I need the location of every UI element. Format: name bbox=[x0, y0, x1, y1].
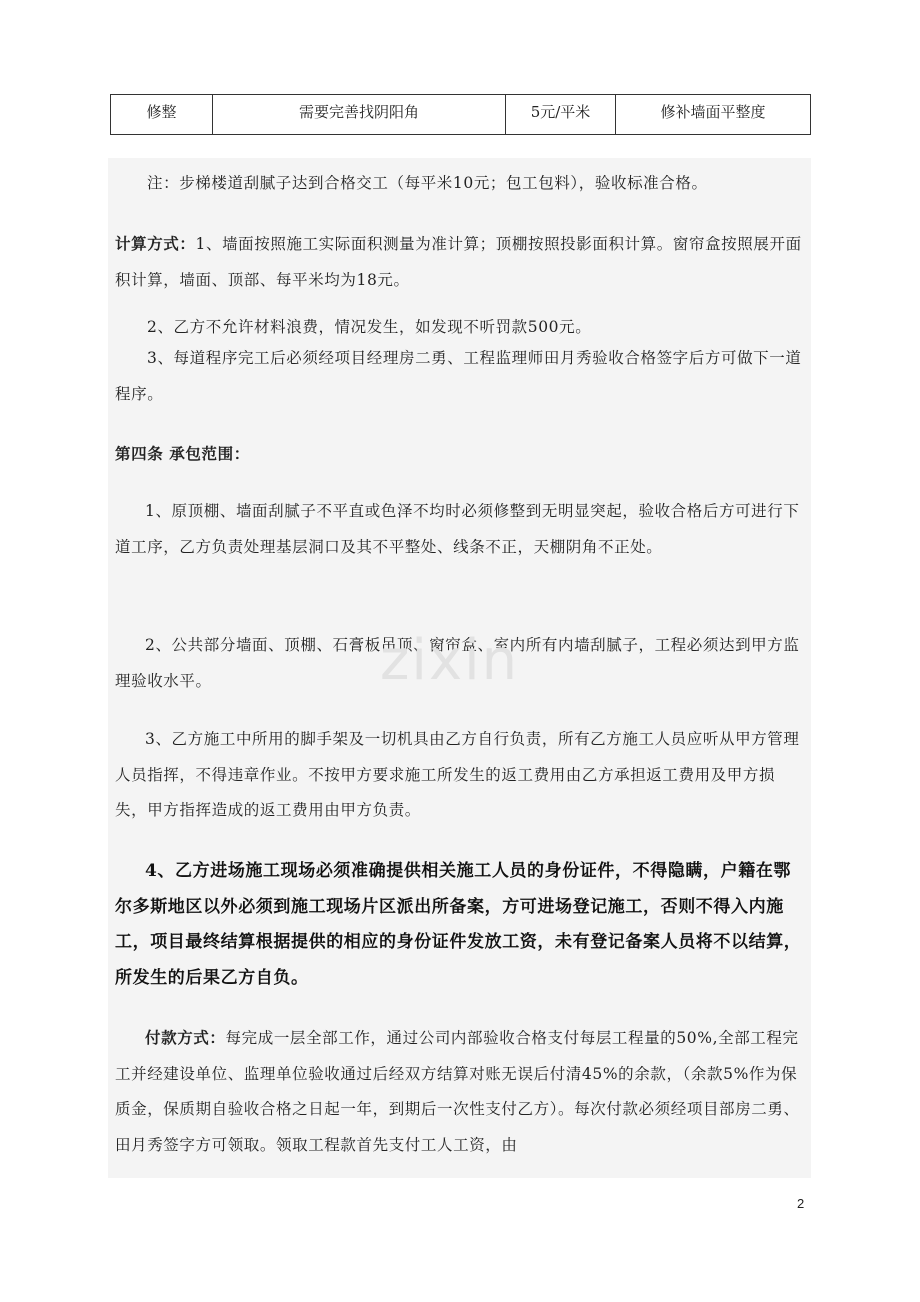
payment-label: 付款方式： bbox=[145, 1028, 226, 1047]
section4-item-2: 2、公共部分墙面、顶棚、石膏板吊顶、窗帘盒、室内所有内墙刮腻子，工程必须达到甲方监理验收水平。 bbox=[115, 636, 800, 690]
rate-table bbox=[110, 94, 811, 135]
calc-paragraph-3: 3、每道程序完工后必须经项目经理房二勇、工程监理师田月秀验收合格签字后方可做下一道程序。 bbox=[115, 349, 802, 403]
page-number: 2 bbox=[797, 1196, 805, 1211]
table-row bbox=[111, 95, 811, 135]
payment-text: 每完成一层全部工作，通过公司内部验收合格支付每层工程量的50%,全部工程完工并经建设单位、监理单位验收通过后经双方结算对账无误后付清45%的余款，（余款5%作为保质金，保质期自验收合格之日起一年，到期后一次性支付乙方）。每次付款必须经项目部房二勇、田月秀签字方可领取。领取工程款首先支付工人工资，由 bbox=[115, 1029, 800, 1154]
table-cell-description: 需要完善找阴阳角 bbox=[213, 95, 506, 135]
table-cell-remark: 修补墙面平整度 bbox=[616, 95, 811, 135]
section4-item-1: 1、原顶棚、墙面刮腻子不平直或色泽不均时必须修整到无明显突起，验收合格后方可进行下道工序，乙方负责处理基层洞口及其不平整处、线条不正，天棚阴角不正处。 bbox=[115, 502, 800, 556]
section4-title: 第四条 承包范围： bbox=[115, 444, 250, 463]
section4-item-4: 4、乙方进场施工现场必须准确提供相关施工人员的身份证件，不得隐瞒，户籍在鄂尔多斯地区以外必须到施工现场片区派出所备案，方可进场登记施工，否则不得入内施工，项目最终结算根据提供的相应的身份证件发放工资，未有登记备案人员将不以结算，所发生的后果乙方自负。 bbox=[115, 861, 802, 988]
section4-item-3: 3、乙方施工中所用的脚手架及一切机具由乙方自行负责，所有乙方施工人员应听从甲方管理人员指挥，不得违章作业。不按甲方要求施工所发生的返工费用由乙方承担返工费用及甲方损失，甲方指挥造成的返工费用由甲方负责。 bbox=[115, 730, 800, 819]
watermark-logo: zixin bbox=[380, 628, 520, 693]
table-cell-price: 5元/平米 bbox=[506, 95, 616, 135]
payment-paragraph bbox=[115, 1020, 805, 1163]
note-paragraph: 注：步梯楼道刮腻子达到合格交工（每平米10元；包工包料），验收标准合格。 bbox=[147, 174, 708, 192]
calc-paragraph-1 bbox=[115, 226, 805, 298]
calc-label: 计算方式： bbox=[115, 234, 196, 253]
calc-paragraph-2: 2、乙方不允许材料浪费，情况发生，如发现不听罚款500元。 bbox=[147, 318, 592, 336]
table-cell-item: 修整 bbox=[111, 95, 213, 135]
calc-item-1: 1、墙面按照施工实际面积测量为准计算；顶棚按照投影面积计算。窗帘盒按照展开面积计算，墙面、顶部、每平米均为18元。 bbox=[115, 235, 802, 289]
